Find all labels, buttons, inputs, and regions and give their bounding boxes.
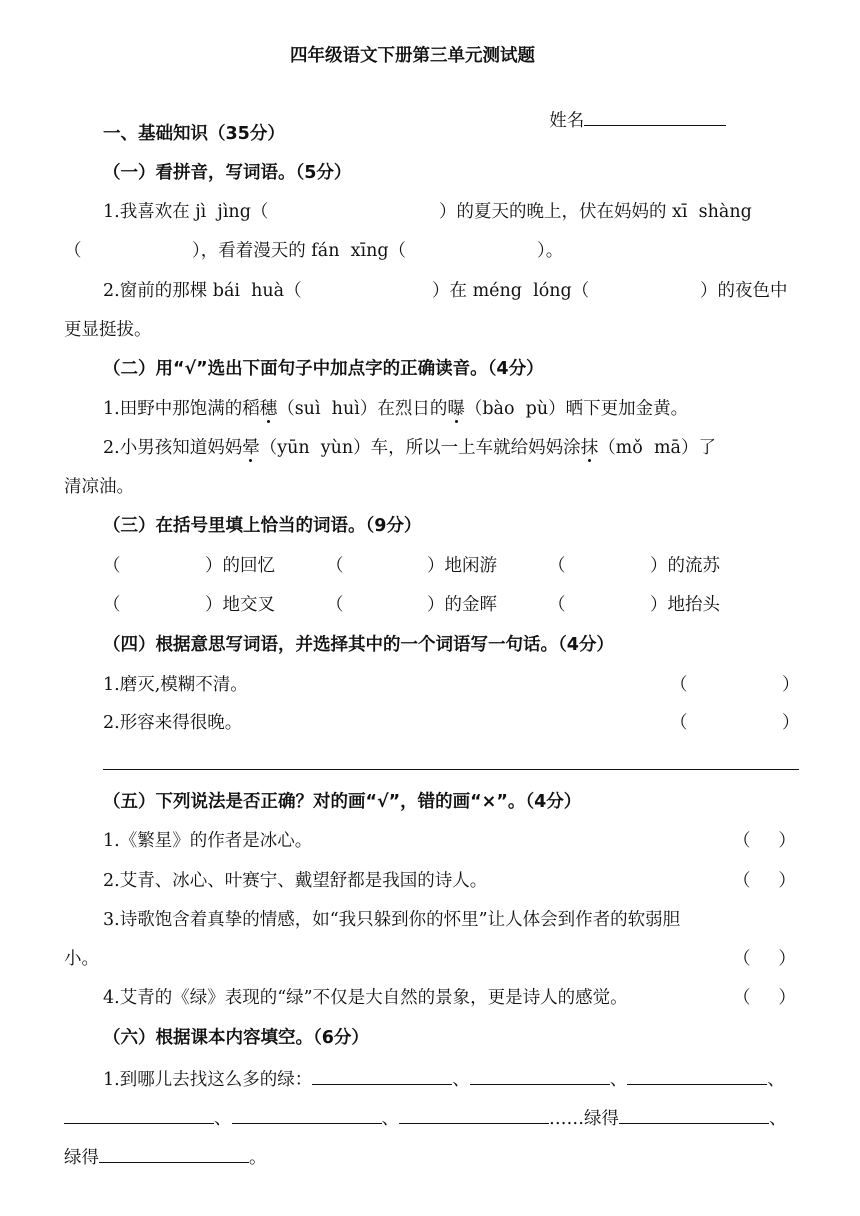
fill-paren-open: （ xyxy=(103,595,121,615)
answer-blank[interactable] xyxy=(312,1066,452,1085)
separator: 、 xyxy=(452,1070,470,1090)
judge-box[interactable]: （ ） xyxy=(733,831,796,851)
part5-q1: 1.《繁星》的作者是冰心。 xyxy=(103,831,313,851)
sentence-writing-line[interactable] xyxy=(103,769,799,770)
part6-q1-line1 xyxy=(103,1066,785,1092)
part1-q2-text-d: 更显挺拔。 xyxy=(64,320,152,340)
separator: 、 xyxy=(767,1070,785,1090)
part2-q1-post: （bào pù）晒下更加金黄。 xyxy=(464,399,689,419)
separator: 、 xyxy=(214,1109,232,1129)
part1-q1-text-a: 1.我喜欢在 jì jìng（ xyxy=(103,202,269,222)
part1-q1-text-e: ）。 xyxy=(537,241,564,261)
part2-q1-mid: （suì huì）在烈日的 xyxy=(277,399,448,419)
answer-blank[interactable] xyxy=(99,1144,249,1163)
fill-paren-open: （ xyxy=(103,556,121,576)
part1-q2-text-c: ）的夜色中 xyxy=(700,281,788,301)
answer-paren-close: ） xyxy=(782,675,800,695)
part2-q2-post: （mǒ mā）了 xyxy=(598,438,716,458)
part1-q1-text-b: ）的夏天的晚上，伏在妈妈的 xī shàng xyxy=(439,202,752,222)
judge-box[interactable]: （ ） xyxy=(733,871,796,891)
page-title: 四年级语文下册第三单元测试题 xyxy=(290,46,535,66)
fill-item: ）的回忆 xyxy=(205,556,275,576)
part5-q3-b: 小。 xyxy=(64,949,99,969)
dotted-char: 抹 xyxy=(580,438,599,458)
dotted-char: 曝 xyxy=(447,399,465,419)
answer-paren-open: （ xyxy=(670,675,688,695)
answer-blank[interactable] xyxy=(627,1066,767,1085)
part6-q1-pre: 1.到哪儿去找这么多的绿： xyxy=(103,1070,313,1090)
part2-q2 xyxy=(103,436,716,460)
section-heading: 一、基础知识（35分） xyxy=(103,124,285,144)
answer-blank[interactable] xyxy=(232,1105,382,1124)
fill-item: ）地交叉 xyxy=(205,595,275,615)
fill-paren-open: （ xyxy=(326,595,344,615)
fill-paren-open: （ xyxy=(548,556,566,576)
separator: 、 xyxy=(609,1070,628,1090)
fill-paren-open: （ xyxy=(548,595,566,615)
answer-paren-open: （ xyxy=(670,713,688,733)
answer-blank[interactable] xyxy=(64,1105,214,1124)
answer-blank[interactable] xyxy=(399,1105,549,1124)
part5-heading: （五）下列说法是否正确？对的画“√”，错的画“×”。（4分） xyxy=(103,792,582,812)
line3-pre: 绿得 xyxy=(64,1148,99,1168)
part1-heading: （一）看拼音，写词语。（5分） xyxy=(103,163,352,183)
part1-q2-text-a: 2.窗前的那棵 bái huà（ xyxy=(103,281,302,301)
part1-q2-text-b: ）在 méng lóng（ xyxy=(432,281,590,301)
part5-q3-a: 3.诗歌饱含着真挚的情感，如“我只躲到你的怀里”让人体会到作者的软弱胆 xyxy=(103,910,681,930)
part6-heading: （六）根据课本内容填空。（6分） xyxy=(103,1028,369,1048)
name-blank[interactable] xyxy=(584,107,726,126)
part6-q1-line3 xyxy=(64,1144,267,1170)
answer-paren-close: ） xyxy=(782,713,800,733)
part2-q2-cont: 清凉油。 xyxy=(64,477,134,497)
part4-q2: 2.形容来得很晚。 xyxy=(103,713,243,733)
part2-q1-pre: 1.田野中那饱满的稻 xyxy=(103,399,260,419)
part1-q1-text-d: ），看着漫天的 fán xīng（ xyxy=(192,241,407,261)
answer-blank[interactable] xyxy=(470,1066,610,1085)
part4-heading: （四）根据意思写词语，并选择其中的一个词语写一句话。（4分） xyxy=(103,635,614,655)
fill-item: ）地抬头 xyxy=(650,595,720,615)
part2-q1 xyxy=(103,397,688,421)
fill-item: ）的流苏 xyxy=(650,556,720,576)
separator: 、 xyxy=(381,1109,399,1129)
fill-paren-open: （ xyxy=(326,556,344,576)
fill-item: ）地闲游 xyxy=(427,556,497,576)
end-period: 。 xyxy=(249,1148,267,1168)
answer-blank[interactable] xyxy=(619,1105,769,1124)
part2-q2-mid: （yūn yùn）车，所以一上车就给妈妈涂 xyxy=(259,438,581,458)
separator: 、 xyxy=(769,1109,787,1129)
name-row xyxy=(527,83,726,157)
part1-q1-text-c: （ xyxy=(64,241,82,261)
part5-q2: 2.艾青、冰心、叶赛宁、戴望舒都是我国的诗人。 xyxy=(103,871,488,891)
part2-heading: （二）用“√”选出下面句子中加点字的正确读音。（4分） xyxy=(103,359,544,379)
fill-item: ）的金晖 xyxy=(427,595,497,615)
part3-heading: （三）在括号里填上恰当的词语。（9分） xyxy=(103,516,422,536)
dotted-char: 穗 xyxy=(259,399,278,419)
part5-q4: 4.艾青的《绿》表现的“绿”不仅是大自然的景象，更是诗人的感觉。 xyxy=(103,988,628,1008)
dotted-char: 晕 xyxy=(242,438,260,458)
part2-q2-pre: 2.小男孩知道妈妈 xyxy=(103,438,243,458)
part6-q1-line2 xyxy=(64,1105,787,1131)
part4-q1: 1.磨灭,模糊不清。 xyxy=(103,675,248,695)
name-label: 姓名 xyxy=(549,111,585,131)
judge-box[interactable]: （ ） xyxy=(733,949,796,969)
ellipsis-text: ……绿得 xyxy=(549,1109,619,1129)
judge-box[interactable]: （ ） xyxy=(733,988,796,1008)
